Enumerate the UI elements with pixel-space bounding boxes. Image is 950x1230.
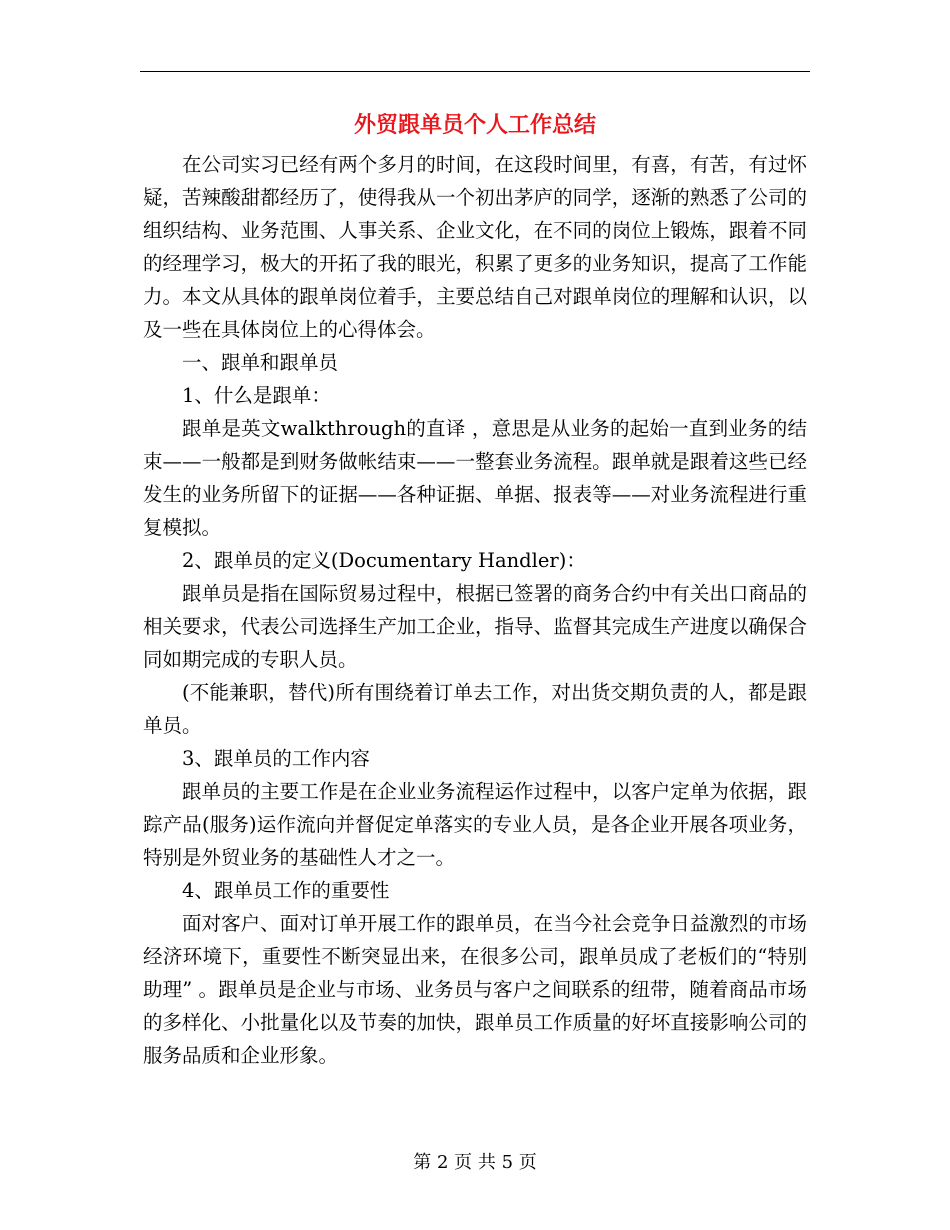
- paragraph-merchandiser-definition: 跟单员是指在国际贸易过程中，根据已签署的商务合约中有关出口商品的相关要求，代表公司选择生产加工企业，指导、监督其完成生产进度以确保合同如期完成的专职人员。: [143, 582, 807, 671]
- paragraph-work-content: 跟单员的主要工作是在企业业务流程运作过程中，以客户定单为依据，跟踪产品(服务)运作流向并督促定单落实的专业人员，是各企业开展各项业务，特别是外贸业务的基础性人才之一。: [143, 780, 807, 869]
- paragraph-tracking-definition: 跟单是英文walkthrough的直译 ，意思是从业务的起始一直到业务的结束——一般都是到财务做帐结束——一整套业务流程。跟单就是跟着这些已经发生的业务所留下的证据——各种证据、单据、报表等——对业务流程进行重复模拟。: [143, 417, 807, 539]
- paragraph-importance: 面对客户、面对订单开展工作的跟单员，在当今社会竞争日益激烈的市场经济环境下，重要性不断突显出来，在很多公司，跟单员成了老板们的“特别助理” 。跟单员是企业与市场、业务员与客户之间联系的纽带，随着商品市场的多样化、小批量化以及节奏的加快，跟单员工作质量的好坏直接影响公司的服务品质和企业形象。: [143, 912, 807, 1067]
- document-body: [143, 148, 807, 1072]
- subsection-heading-importance: 4、跟单员工作的重要性: [182, 879, 390, 902]
- subsection-heading-work-content: 3、跟单员的工作内容: [182, 747, 370, 770]
- document-title: 外贸跟单员个人工作总结: [353, 112, 596, 138]
- header-rule: [140, 71, 810, 72]
- page-footer: 第 2 页 共 5 页: [413, 1152, 537, 1173]
- intro-paragraph: 在公司实习已经有两个多月的时间，在这段时间里，有喜，有苦，有过怀疑，苦辣酸甜都经历了，使得我从一个初出茅庐的同学，逐渐的熟悉了公司的组织结构、业务范围、人事关系、企业文化，在不同的岗位上锻炼，跟着不同的经理学习，极大的开拓了我的眼光，积累了更多的业务知识，提高了工作能力。本文从具体的跟单岗位着手，主要总结自己对跟单岗位的理解和认识，以及一些在具体岗位上的心得体会。: [143, 153, 807, 341]
- section-heading-1: 一、跟单和跟单员: [182, 351, 339, 374]
- subsection-heading-what-is-tracking: 1、什么是跟单：: [182, 384, 331, 407]
- paragraph-merchandiser-scope: (不能兼职，替代)所有围绕着订单去工作，对出货交期负责的人，都是跟单员。: [143, 681, 807, 737]
- subsection-heading-merchandiser-definition: 2、跟单员的定义(Documentary Handler)：: [182, 549, 586, 572]
